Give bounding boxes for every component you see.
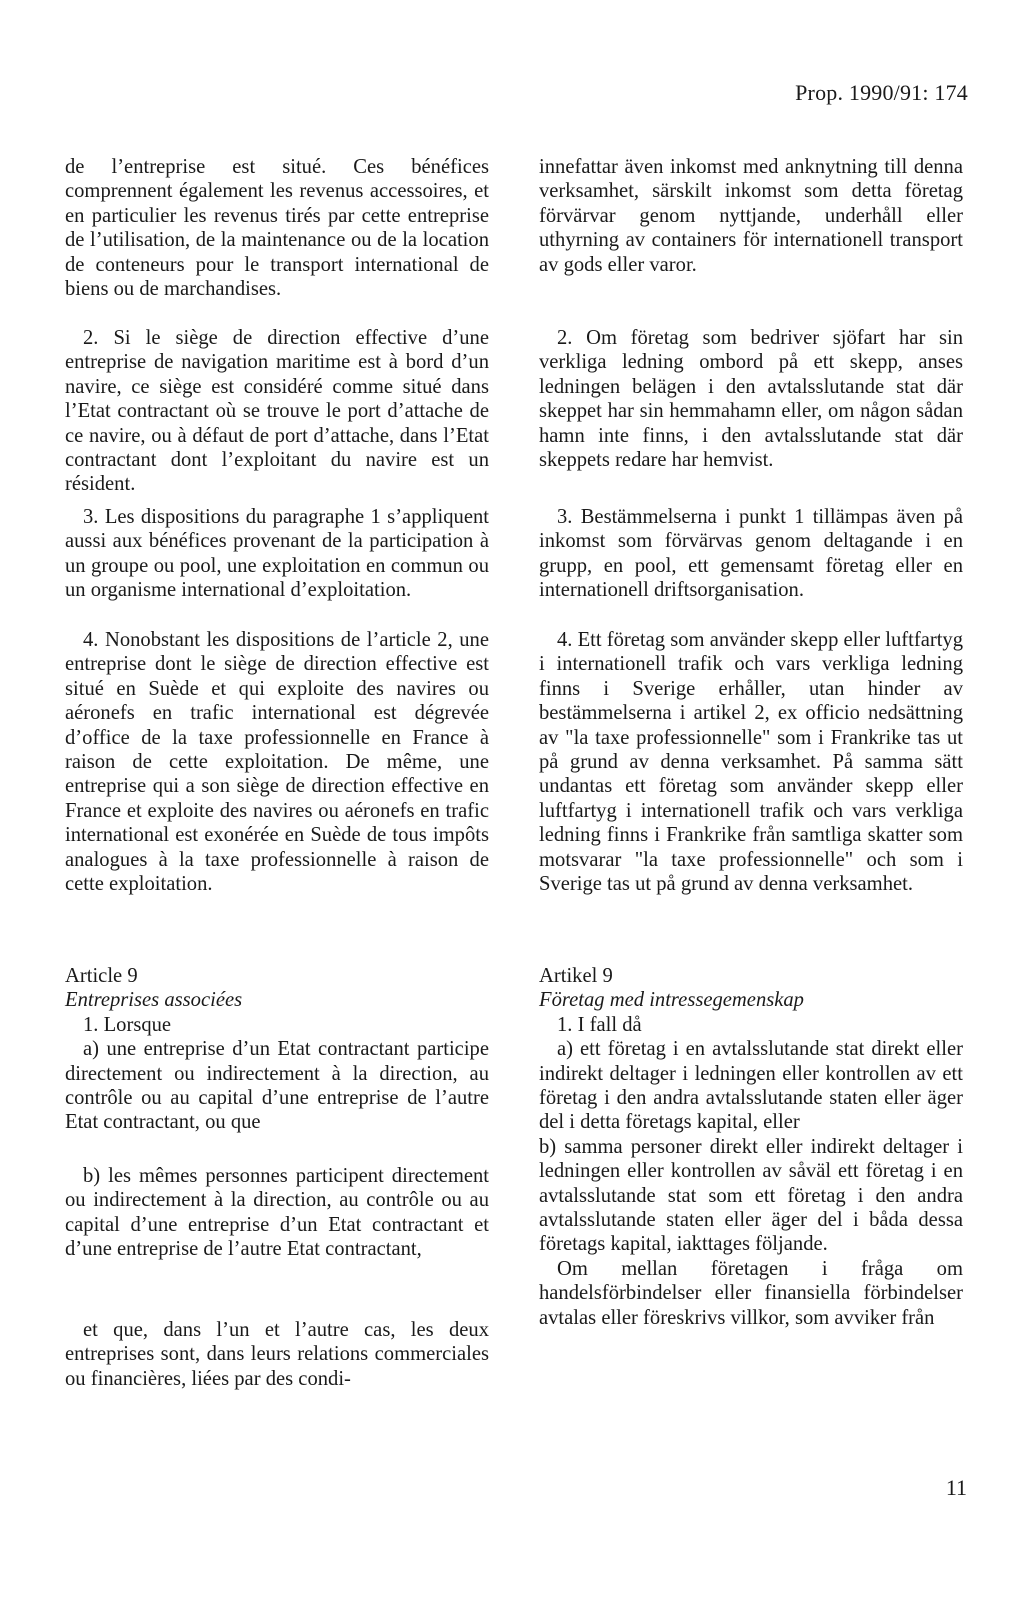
fr-para4-block	[65, 628, 489, 896]
page-number: 11	[945, 1475, 967, 1500]
sv-item-a: a) ett företag i en avtalsslutande stat direkt eller indirekt deltager i ledningen eller kontrollen av ett företag i den andra avtalsslutande staten eller äger del i detta företags kapital, eller	[539, 1038, 963, 1134]
sv-intro-block	[539, 155, 963, 277]
sv-article-block	[539, 964, 963, 1330]
fr-closing-block	[65, 1318, 489, 1391]
sv-paragraph-3: 3. Bestämmelserna i punkt 1 tillämpas även på inkomst som förvärvas genom deltagande i en grupp, en pool, ett gemensamt företag eller en internationell driftsorganisation.	[539, 506, 963, 602]
sv-para3-block	[539, 505, 963, 603]
fr-item-b: b) les mêmes personnes participent directement ou indirectement à la direction, au contrôle ou au capital d’une entreprise d’un Etat contractant et d’une entreprise de l’autre Etat contractant,	[65, 1165, 489, 1261]
fr-item-a: a) une entreprise d’un Etat contractant participe directement ou indirectement à la direction, au contrôle ou au capital d’une entreprise de l’autre Etat contractant, ou que	[65, 1038, 489, 1134]
fr-paragraph-4: 4. Nonobstant les dispositions de l’article 2, une entreprise dont le siège de direction effective est situé en Suède et qui exploite des navires ou aéronefs en trafic international est dégrevée d’office de la taxe professionnelle en France à raison de cette exploitation. De même, une entreprise qui a son siège de direction effective en France et exploite des navires ou aéronefs en trafic international est exonérée en Suède de tous impôts analogues à la taxe professionnelle à raison de cette exploitation.	[65, 629, 489, 896]
fr-paragraph-2: 2. Si le siège de direction effective d’une entreprise de navigation maritime est à bord d’un navire, ce siège est considéré comme situé dans l’Etat contractant où se trouve le port d’attache de ce navire, ou à défaut de port d’attache, dans l’Etat contractant dont l’exploitant du navire est un résident.	[65, 327, 489, 496]
sv-item-b: b) samma personer direkt eller indirekt deltager i ledningen eller kontrollen av såväl ett företag i en avtalsslutande stat som ett företag i den andra avtalsslutande staten eller äger del i båda dessa företags kapital, iakttages följande.	[539, 1135, 963, 1256]
fr-article-block	[65, 964, 489, 1135]
sv-article-heading: Artikel 9	[539, 965, 613, 987]
fr-item-b-block	[65, 1164, 489, 1262]
sv-closing: Om mellan företagen i fråga om handelsförbindelser eller finansiella förbindelser avtalas eller föreskrivs villkor, som avviker från	[539, 1257, 963, 1329]
sv-paragraph-2: 2. Om företag som bedriver sjöfart har sin verkliga ledning ombord på ett skepp, anses ledningen belägen i den avtalsslutande stat där skeppet har sin hemmahamn eller, om någon sådan hamn inte finns, i den avtalsslutande stat där skeppets redare har hemvist.	[539, 327, 963, 472]
fr-intro-paragraph: de l’entreprise est situé. Ces bénéfices comprennent également les revenus accessoires, et en particulier les revenus tirés par cette entreprise de l’utilisation, de la maintenance ou de la location de conteneurs pour le transport international de biens ou de marchandises.	[65, 156, 489, 301]
sv-para2-block	[539, 326, 963, 472]
fr-item-1: 1. Lorsque	[83, 1013, 172, 1036]
fr-paragraph-3: 3. Les dispositions du paragraphe 1 s’appliquent aussi aux bénéfices provenant de la participation à un groupe ou pool, une exploitation en commun ou un organisme international d’exploitation.	[65, 506, 489, 602]
sv-intro-paragraph: innefattar även inkomst med anknytning till denna verksamhet, särskilt inkomst som detta företag förvärvar genom nyttjande, underhåll eller uthyrning av containers för internationell transport av gods eller varor.	[539, 156, 963, 276]
document-reference: Prop. 1990/91: 174	[795, 80, 968, 105]
fr-article-title: Entreprises associées	[65, 989, 243, 1012]
fr-intro-block	[65, 155, 489, 301]
fr-para3-block	[65, 505, 489, 603]
fr-para2-block	[65, 326, 489, 497]
sv-item-1: 1. I fall då	[557, 1013, 642, 1036]
sv-article-title: Företag med intressegemenskap	[539, 989, 804, 1012]
fr-closing: et que, dans l’un et l’autre cas, les deux entreprises sont, dans leurs relations commerciales ou financières, liées par des condi-	[65, 1319, 489, 1390]
fr-article-heading: Article 9	[65, 965, 138, 987]
sv-paragraph-4: 4. Ett företag som använder skepp eller luftfartyg i internationell trafik och vars verkliga ledning finns i Sverige erhåller, utan hinder av bestämmelserna i artikel 2, ex officio nedsättning av "la taxe professionnelle" som i Frankrike tas ut på grund av denna verksamhet. På samma sätt undantas ett företag som använder skepp eller luftfartyg i internationell trafik och vars verkliga ledning finns i Frankrike från samtliga skatter som motsvarar "la taxe professionnelle" och som i Sverige tas ut på grund av denna verksamhet.	[539, 629, 964, 896]
sv-para4-block	[539, 628, 963, 896]
